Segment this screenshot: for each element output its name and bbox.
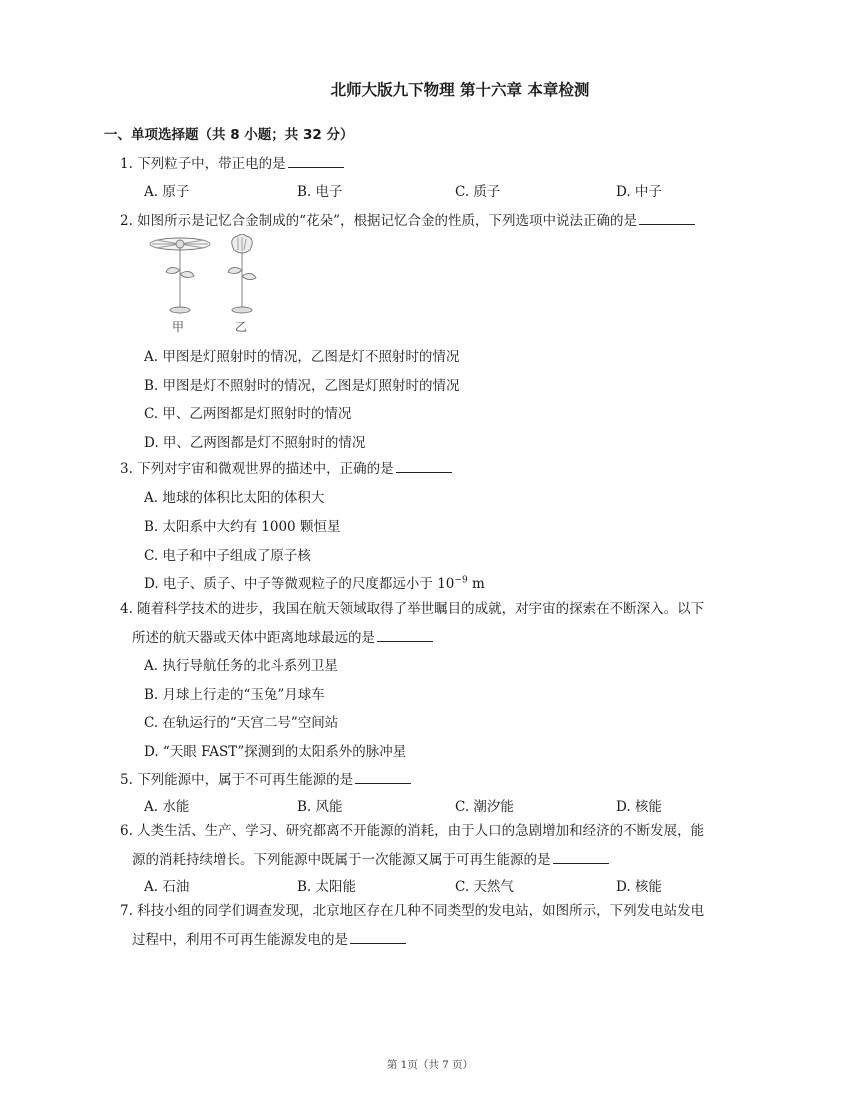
question-1-option-d: D. 中子 xyxy=(616,184,662,200)
question-3-option-c: C. 电子和中子组成了原子核 xyxy=(144,548,311,564)
question-4-stem-line2 xyxy=(132,629,433,646)
question-4-option-c: C. 在轨运行的“天宫二号”空间站 xyxy=(144,715,339,731)
question-5-stem xyxy=(120,771,411,788)
question-2-stem xyxy=(120,212,695,229)
answer-blank xyxy=(553,851,609,864)
flower-illustration xyxy=(146,234,276,334)
answer-blank xyxy=(355,771,411,784)
question-6-stem-line1: 6. 人类生活、生产、学习、研究都离不开能源的消耗，由于人口的急剧增加和经济的不断发展，能 xyxy=(120,823,705,839)
question-text: 2. 如图所示是记忆合金制成的“花朵”，根据记忆合金的性质，下列选项中说法正确的是 xyxy=(120,213,637,229)
question-5-option-c: C. 潮汐能 xyxy=(455,799,514,815)
answer-blank xyxy=(288,155,344,168)
answer-blank xyxy=(396,460,452,473)
question-5-option-a: A. 水能 xyxy=(144,799,190,815)
memory-alloy-flower-figure xyxy=(146,234,276,334)
question-1-option-a: A. 原子 xyxy=(144,184,190,200)
question-6-option-b: B. 太阳能 xyxy=(297,879,357,895)
question-1-option-c: C. 质子 xyxy=(455,184,501,200)
question-2-option-c: C. 甲、乙两图都是灯照射时的情况 xyxy=(144,406,352,422)
question-6-option-a: A. 石油 xyxy=(144,879,190,895)
question-5-option-d: D. 核能 xyxy=(616,799,662,815)
question-6-stem-line2 xyxy=(132,851,609,868)
question-4-option-b: B. 月球上行走的“玉兔”月球车 xyxy=(144,687,325,703)
question-6-option-d: D. 核能 xyxy=(616,879,662,895)
answer-blank xyxy=(377,629,433,642)
question-4-stem-line1: 4. 随着科学技术的进步，我国在航天领域取得了举世瞩目的成就，对宇宙的探索在不断深入。以下 xyxy=(120,601,705,617)
question-3-option-b: B. 太阳系中大约有 1000 颗恒星 xyxy=(144,519,341,535)
unit: m xyxy=(467,576,485,592)
answer-blank xyxy=(350,931,406,944)
question-1-option-b: B. 电子 xyxy=(297,184,343,200)
page-footer: 第 1页（共 7 页） xyxy=(386,1059,474,1071)
question-7-stem-line1: 7. 科技小组的同学们调查发现，北京地区存在几种不同类型的发电站，如图所示，下列发电站发电 xyxy=(120,903,705,919)
figure-label-jia: 甲 xyxy=(172,320,185,334)
question-text: 3. 下列对宇宙和微观世界的描述中，正确的是 xyxy=(120,461,394,477)
question-text: 5. 下列能源中，属于不可再生能源的是 xyxy=(120,772,354,788)
question-4-option-d: D. “天眼 FAST”探测到的太阳系外的脉冲星 xyxy=(144,744,407,760)
page-title: 北师大版九下物理 第十六章 本章检测 xyxy=(330,81,590,99)
option-text: D. 电子、质子、中子等微观粒子的尺度都远小于 10 xyxy=(144,576,455,592)
question-text: 过程中，利用不可再生能源发电的是 xyxy=(132,932,348,948)
question-4-option-a: A. 执行导航任务的北斗系列卫星 xyxy=(144,658,338,674)
question-3-option-a: A. 地球的体积比太阳的体积大 xyxy=(144,490,325,506)
question-1-stem xyxy=(120,155,344,172)
answer-blank xyxy=(639,212,695,225)
question-2-option-a: A. 甲图是灯照射时的情况，乙图是灯不照射时的情况 xyxy=(144,349,460,365)
question-3-option-d xyxy=(144,572,485,592)
question-6-option-c: C. 天然气 xyxy=(455,879,514,895)
question-text: 源的消耗持续增长。下列能源中既属于一次能源又属于可再生能源的是 xyxy=(132,852,551,868)
question-5-option-b: B. 风能 xyxy=(297,799,343,815)
question-2-option-d: D. 甲、乙两图都是灯不照射时的情况 xyxy=(144,435,366,451)
figure-label-yi: 乙 xyxy=(235,320,248,334)
exponent: −9 xyxy=(454,575,468,586)
question-3-stem xyxy=(120,460,452,477)
question-text: 1. 下列粒子中，带正电的是 xyxy=(120,156,286,172)
question-text: 所述的航天器或天体中距离地球最远的是 xyxy=(132,630,375,646)
question-2-option-b: B. 甲图是灯不照射时的情况，乙图是灯照射时的情况 xyxy=(144,378,460,394)
section-heading: 一、单项选择题（共 8 小题；共 32 分） xyxy=(104,127,354,143)
question-7-stem-line2 xyxy=(132,931,406,948)
